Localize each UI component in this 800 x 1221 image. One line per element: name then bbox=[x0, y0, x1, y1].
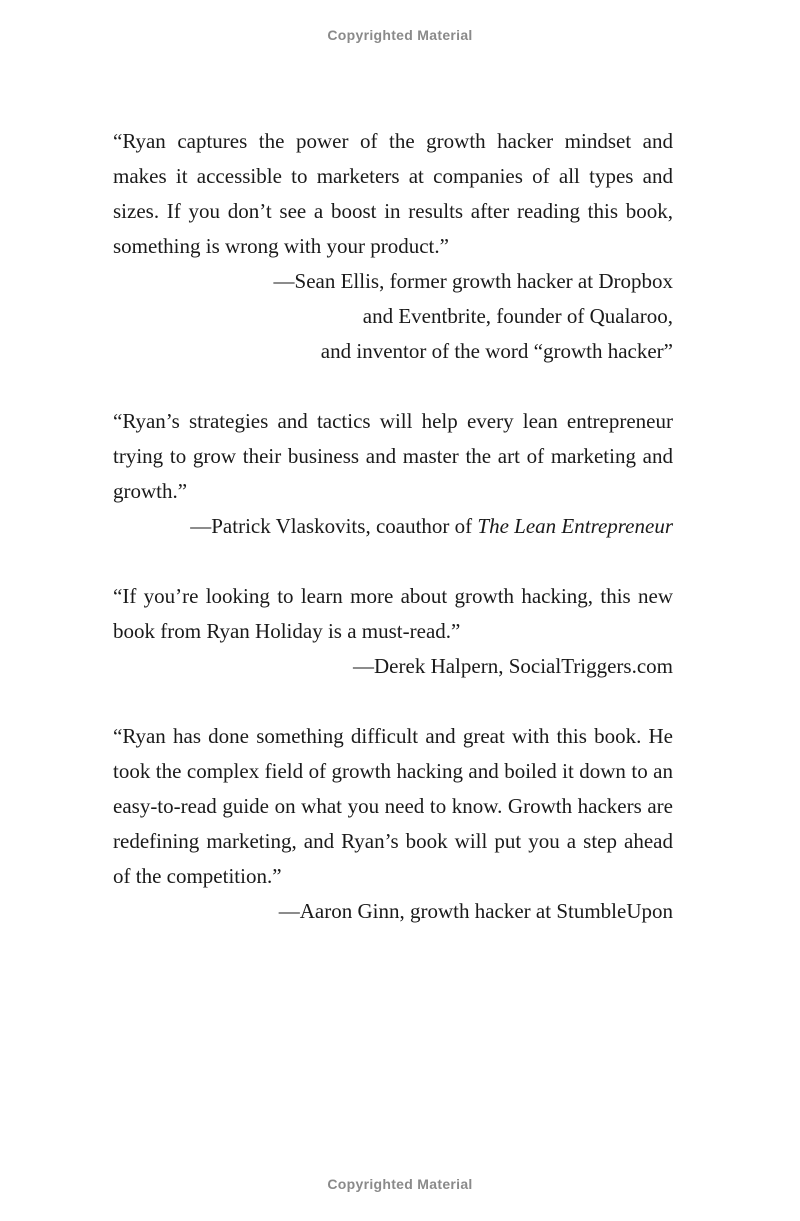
quote-text: “Ryan captures the power of the growth hacker mindset and makes it accessible to marketers at companies of all types and sizes. If you don’t see a boost in results after reading this book, something is wrong with your product.” bbox=[113, 129, 673, 258]
quote-group-sean-ellis bbox=[113, 124, 673, 369]
copyright-notice-top: Copyrighted Material bbox=[327, 27, 473, 43]
quote-attribution-line: —Derek Halpern, SocialTriggers.com bbox=[353, 654, 673, 678]
attribution-prefix: —Patrick Vlaskovits, coauthor of bbox=[190, 514, 478, 538]
quote-group-aaron-ginn bbox=[113, 719, 673, 929]
quote-attribution-line bbox=[113, 509, 673, 544]
endorsements-section bbox=[113, 124, 673, 964]
quote-group-derek-halpern bbox=[113, 579, 673, 684]
quote-attribution-line: —Sean Ellis, former growth hacker at Dropbox bbox=[273, 269, 673, 293]
quote-attribution-line: and Eventbrite, founder of Qualaroo, bbox=[362, 304, 673, 328]
quote-text: “Ryan’s strategies and tactics will help every lean entrepreneur trying to grow their business and master the art of marketing and growth.” bbox=[113, 409, 673, 503]
quote-group-patrick-vlaskovits bbox=[113, 404, 673, 544]
quote-text: “Ryan has done something difficult and great with this book. He took the complex field of growth hacking and boiled it down to an easy-to-read guide on what you need to know. Growth hackers are redefining marketing, and Ryan’s book will put you a step ahead of the competition.” bbox=[113, 724, 673, 888]
copyright-notice-bottom: Copyrighted Material bbox=[327, 1176, 473, 1192]
quote-attribution-line: —Aaron Ginn, growth hacker at StumbleUpon bbox=[278, 899, 673, 923]
quote-attribution-line: and inventor of the word “growth hacker” bbox=[320, 339, 673, 363]
quote-text: “If you’re looking to learn more about growth hacking, this new book from Ryan Holiday is a must-read.” bbox=[113, 584, 673, 643]
attribution-book-title: The Lean Entrepreneur bbox=[477, 514, 673, 538]
